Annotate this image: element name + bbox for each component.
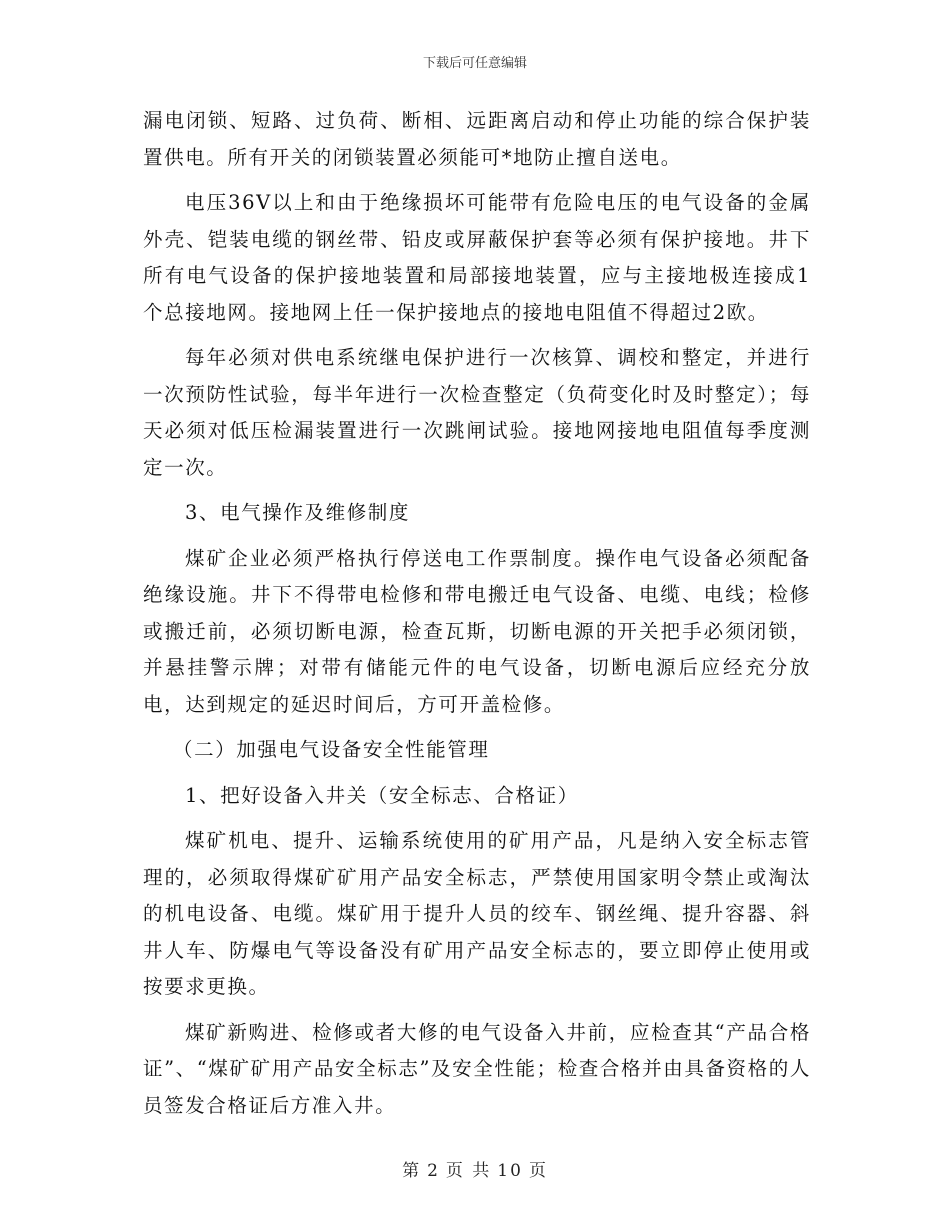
section-heading-operation: 3、电气操作及维修制度 bbox=[185, 501, 411, 524]
paragraph-work-permit: 煤矿企业必须严格执行停送电工作票制度。操作电气设备必须配备绝缘设施。井下不得带电检修和带电搬迁电气设备、电缆、电线；检修或搬迁前，必须切断电源，检查瓦斯，切断电源的开关把手必须闭锁，并悬挂警示牌；对带有储能元件的电气设备，切断电源后应经充分放电，达到规定的延迟时间后，方可开盖检修。 bbox=[143, 546, 811, 716]
paragraph-relay-testing: 每年必须对供电系统继电保护进行一次核算、调校和整定，并进行一次预防性试验，每半年进行一次检查整定（负荷变化时及时整定）；每天必须对低压检漏装置进行一次跳闸试验。接地网接地电阻值每季度测定一次。 bbox=[143, 346, 811, 479]
footer-suffix: 页 bbox=[528, 1161, 548, 1181]
page-footer bbox=[0, 1156, 950, 1181]
footer-prefix: 第 bbox=[402, 1161, 422, 1181]
section-heading-entry-check: 1、把好设备入井关（安全标志、合格证） bbox=[185, 783, 579, 807]
section-heading-safety-performance: （二）加强电气设备安全性能管理 bbox=[173, 738, 490, 761]
footer-total-pages: 10 bbox=[497, 1161, 523, 1181]
page-header: 下载后可任意编辑 bbox=[422, 56, 527, 71]
paragraph-protection-continued: 漏电闭锁、短路、过负荷、断相、远距离启动和停止功能的综合保护装置供电。所有开关的闭锁装置必须能可*地防止擅自送电。 bbox=[143, 109, 811, 169]
paragraph-new-equipment: 煤矿新购进、检修或者大修的电气设备入井前，应检查其“产品合格证”、“煤矿矿用产品安全标志”及安全性能；检查合格并由具备资格的人员签发合格证后方准入井。 bbox=[143, 1020, 811, 1117]
footer-middle: 页 共 bbox=[445, 1161, 492, 1181]
footer-page-number: 2 bbox=[427, 1161, 440, 1181]
paragraph-safety-mark: 煤矿机电、提升、运输系统使用的矿用产品，凡是纳入安全标志管理的，必须取得煤矿矿用产品安全标志，严禁使用国家明令禁止或淘汰的机电设备、电缆。煤矿用于提升人员的绞车、钢丝绳、提升容器、斜井人车、防爆电气等设备没有矿用产品安全标志的，要立即停止使用或按要求更换。 bbox=[143, 829, 811, 998]
paragraph-grounding: 电压36V以上和由于绝缘损坏可能带有危险电压的电气设备的金属外壳、铠装电缆的钢丝带、铅皮或屏蔽保护套等必须有保护接地。井下所有电气设备的保护接地装置和局部接地装置，应与主接地极连接成1个总接地网。接地网上任一保护接地点的接地电阻值不得超过2欧。 bbox=[143, 191, 811, 324]
document-body bbox=[143, 103, 811, 1133]
